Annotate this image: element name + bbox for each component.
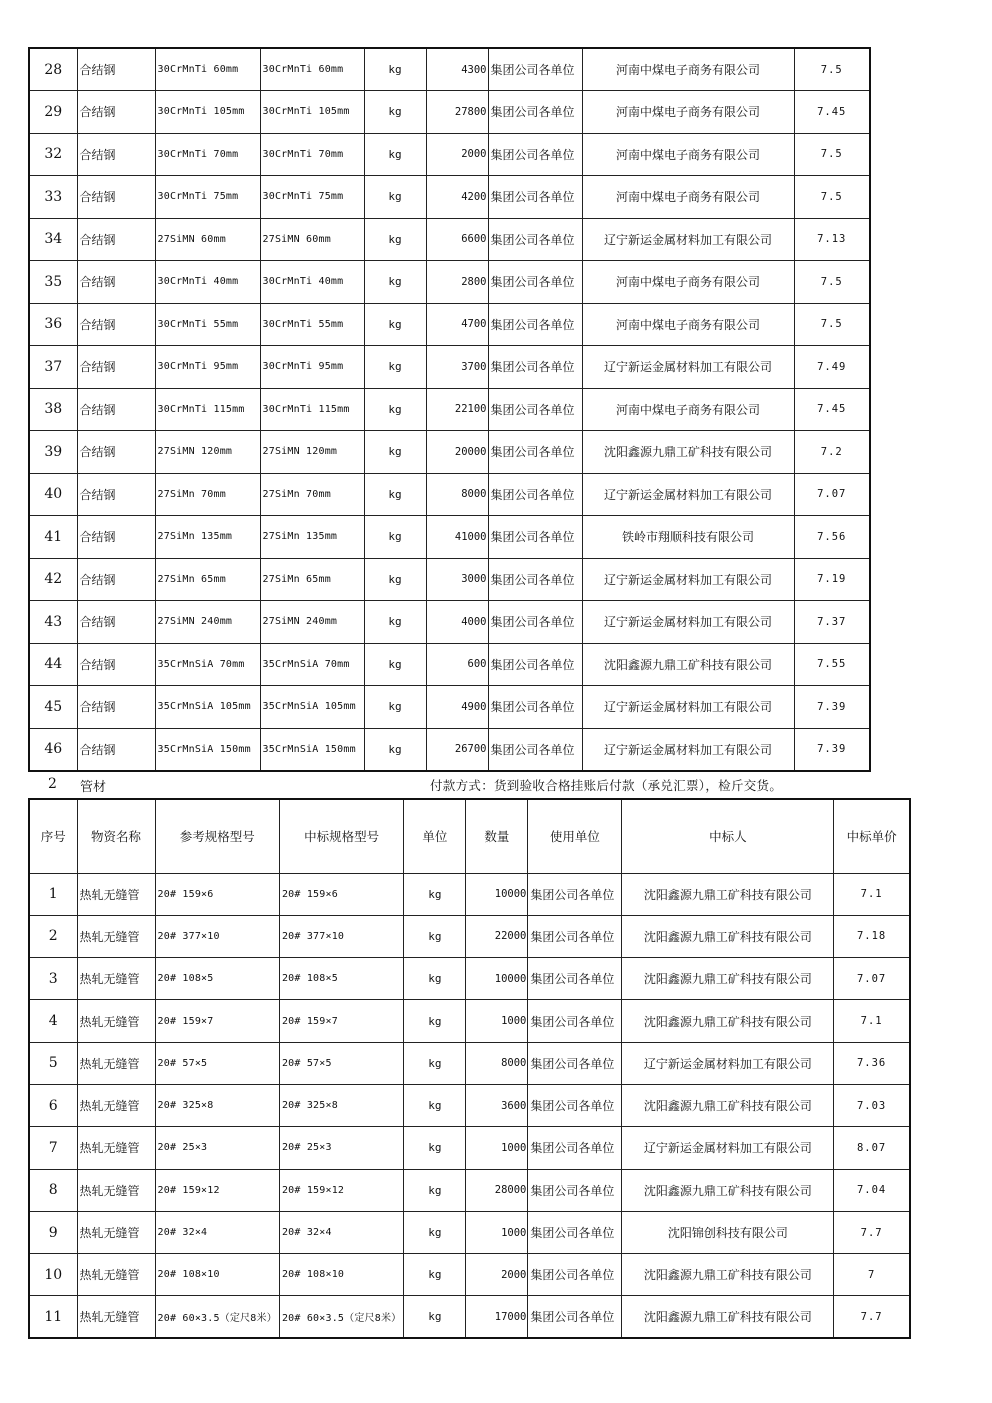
cell-user: 集团公司各单位 xyxy=(528,1084,622,1126)
cell-qty: 8000 xyxy=(466,1042,528,1084)
cell-winner: 沈阳鑫源九鼎工矿科技有限公司 xyxy=(622,915,834,957)
cell-name: 合结钢 xyxy=(77,431,155,474)
cell-name: 热轧无缝管 xyxy=(77,1254,155,1296)
cell-bid-spec: 20# 108×5 xyxy=(279,958,403,1000)
cell-user: 集团公司各单位 xyxy=(488,686,582,729)
cell-price: 7.5 xyxy=(794,133,870,176)
cell-user: 集团公司各单位 xyxy=(528,1296,622,1338)
cell-price: 7.36 xyxy=(834,1042,910,1084)
cell-no: 46 xyxy=(29,728,77,771)
cell-name: 热轧无缝管 xyxy=(77,915,155,957)
cell-user: 集团公司各单位 xyxy=(528,958,622,1000)
cell-winner: 沈阳鑫源九鼎工矿科技有限公司 xyxy=(622,1084,834,1126)
cell-ref-spec: 20# 25×3 xyxy=(155,1127,279,1169)
cell-no: 3 xyxy=(29,958,77,1000)
cell-name: 热轧无缝管 xyxy=(77,1042,155,1084)
cell-winner: 辽宁新运金属材料加工有限公司 xyxy=(622,1042,834,1084)
cell-winner: 沈阳鑫源九鼎工矿科技有限公司 xyxy=(622,1254,834,1296)
cell-no: 2 xyxy=(29,915,77,957)
cell-qty: 6600 xyxy=(426,218,488,261)
cell-winner: 沈阳锦创科技有限公司 xyxy=(622,1211,834,1253)
header-unit: 单位 xyxy=(404,799,466,873)
table-row xyxy=(29,91,870,134)
cell-bid-spec: 30CrMnTi 105mm xyxy=(260,91,364,134)
cell-user: 集团公司各单位 xyxy=(528,1000,622,1042)
table-row xyxy=(29,303,870,346)
section-number: 2 xyxy=(48,776,57,792)
cell-no: 36 xyxy=(29,303,77,346)
cell-price: 7.5 xyxy=(794,261,870,304)
table-row xyxy=(29,48,870,91)
cell-unit: kg xyxy=(364,473,426,516)
cell-ref-spec: 30CrMnTi 95mm xyxy=(155,346,260,389)
cell-user: 集团公司各单位 xyxy=(488,303,582,346)
cell-name: 合结钢 xyxy=(77,601,155,644)
cell-user: 集团公司各单位 xyxy=(528,1127,622,1169)
table-row xyxy=(29,1254,910,1296)
cell-qty: 4300 xyxy=(426,48,488,91)
cell-no: 40 xyxy=(29,473,77,516)
cell-no: 28 xyxy=(29,48,77,91)
cell-winner: 河南中煤电子商务有限公司 xyxy=(582,388,794,431)
cell-ref-spec: 30CrMnTi 60mm xyxy=(155,48,260,91)
table-row xyxy=(29,958,910,1000)
cell-ref-spec: 27SiMn 70mm xyxy=(155,473,260,516)
cell-price: 7.7 xyxy=(834,1211,910,1253)
cell-qty: 28000 xyxy=(466,1169,528,1211)
cell-price: 7.37 xyxy=(794,601,870,644)
cell-unit: kg xyxy=(364,601,426,644)
cell-winner: 沈阳鑫源九鼎工矿科技有限公司 xyxy=(622,1000,834,1042)
cell-name: 合结钢 xyxy=(77,261,155,304)
cell-name: 合结钢 xyxy=(77,48,155,91)
cell-ref-spec: 27SiMn 135mm xyxy=(155,516,260,559)
cell-winner: 沈阳鑫源九鼎工矿科技有限公司 xyxy=(622,958,834,1000)
table-row xyxy=(29,473,870,516)
cell-user: 集团公司各单位 xyxy=(528,1169,622,1211)
cell-winner: 辽宁新运金属材料加工有限公司 xyxy=(582,473,794,516)
cell-ref-spec: 20# 32×4 xyxy=(155,1211,279,1253)
cell-ref-spec: 27SiMN 240mm xyxy=(155,601,260,644)
cell-no: 8 xyxy=(29,1169,77,1211)
cell-winner: 辽宁新运金属材料加工有限公司 xyxy=(582,218,794,261)
cell-qty: 2000 xyxy=(466,1254,528,1296)
cell-winner: 沈阳鑫源九鼎工矿科技有限公司 xyxy=(622,873,834,915)
header-winner: 中标人 xyxy=(622,799,834,873)
cell-name: 合结钢 xyxy=(77,91,155,134)
cell-price: 7.5 xyxy=(794,48,870,91)
cell-price: 7.56 xyxy=(794,516,870,559)
header-price: 中标单价 xyxy=(834,799,910,873)
cell-name: 合结钢 xyxy=(77,133,155,176)
cell-user: 集团公司各单位 xyxy=(488,516,582,559)
cell-bid-spec: 27SiMN 240mm xyxy=(260,601,364,644)
cell-unit: kg xyxy=(404,1127,466,1169)
cell-price: 7 xyxy=(834,1254,910,1296)
cell-ref-spec: 20# 325×8 xyxy=(155,1084,279,1126)
cell-unit: kg xyxy=(364,728,426,771)
cell-ref-spec: 20# 377×10 xyxy=(155,915,279,957)
cell-bid-spec: 27SiMN 60mm xyxy=(260,218,364,261)
cell-price: 7.45 xyxy=(794,91,870,134)
cell-no: 5 xyxy=(29,1042,77,1084)
cell-bid-spec: 30CrMnTi 75mm xyxy=(260,176,364,219)
table-row xyxy=(29,1127,910,1169)
cell-no: 32 xyxy=(29,133,77,176)
cell-price: 7.39 xyxy=(794,728,870,771)
table-row xyxy=(29,1211,910,1253)
cell-no: 10 xyxy=(29,1254,77,1296)
cell-name: 热轧无缝管 xyxy=(77,1127,155,1169)
cell-ref-spec: 20# 159×6 xyxy=(155,873,279,915)
cell-ref-spec: 27SiMN 120mm xyxy=(155,431,260,474)
cell-user: 集团公司各单位 xyxy=(488,558,582,601)
header-user: 使用单位 xyxy=(528,799,622,873)
cell-winner: 河南中煤电子商务有限公司 xyxy=(582,133,794,176)
cell-qty: 4000 xyxy=(426,601,488,644)
cell-qty: 4900 xyxy=(426,686,488,729)
section-title: 管材 xyxy=(80,780,107,795)
cell-ref-spec: 20# 60×3.5（定尺8米） xyxy=(155,1296,279,1338)
cell-user: 集团公司各单位 xyxy=(488,601,582,644)
table-row xyxy=(29,601,870,644)
cell-name: 热轧无缝管 xyxy=(77,1000,155,1042)
cell-unit: kg xyxy=(404,873,466,915)
cell-user: 集团公司各单位 xyxy=(488,48,582,91)
table-row xyxy=(29,346,870,389)
cell-price: 7.1 xyxy=(834,873,910,915)
cell-bid-spec: 35CrMnSiA 105mm xyxy=(260,686,364,729)
cell-unit: kg xyxy=(404,1000,466,1042)
cell-no: 9 xyxy=(29,1211,77,1253)
cell-no: 39 xyxy=(29,431,77,474)
cell-unit: kg xyxy=(364,176,426,219)
table-row xyxy=(29,1296,910,1338)
cell-unit: kg xyxy=(364,218,426,261)
cell-price: 7.5 xyxy=(794,303,870,346)
payment-note: 付款方式：货到验收合格挂账后付款（承兑汇票），检斤交货。 xyxy=(430,778,783,793)
cell-winner: 辽宁新运金属材料加工有限公司 xyxy=(582,346,794,389)
cell-price: 7.13 xyxy=(794,218,870,261)
cell-bid-spec: 20# 159×7 xyxy=(279,1000,403,1042)
cell-user: 集团公司各单位 xyxy=(488,133,582,176)
cell-bid-spec: 20# 32×4 xyxy=(279,1211,403,1253)
cell-winner: 沈阳鑫源九鼎工矿科技有限公司 xyxy=(622,1169,834,1211)
cell-ref-spec: 27SiMN 60mm xyxy=(155,218,260,261)
cell-price: 7.07 xyxy=(794,473,870,516)
cell-ref-spec: 20# 159×7 xyxy=(155,1000,279,1042)
cell-unit: kg xyxy=(364,558,426,601)
cell-name: 合结钢 xyxy=(77,346,155,389)
cell-qty: 1000 xyxy=(466,1000,528,1042)
cell-unit: kg xyxy=(404,1084,466,1126)
cell-no: 11 xyxy=(29,1296,77,1338)
cell-bid-spec: 20# 60×3.5（定尺8米） xyxy=(279,1296,403,1338)
cell-name: 热轧无缝管 xyxy=(77,958,155,1000)
header-no: 序号 xyxy=(29,799,77,873)
cell-ref-spec: 30CrMnTi 55mm xyxy=(155,303,260,346)
cell-qty: 26700 xyxy=(426,728,488,771)
cell-price: 7.7 xyxy=(834,1296,910,1338)
cell-user: 集团公司各单位 xyxy=(488,431,582,474)
cell-winner: 铁岭市翔顺科技有限公司 xyxy=(582,516,794,559)
cell-name: 合结钢 xyxy=(77,176,155,219)
cell-unit: kg xyxy=(364,48,426,91)
table-row xyxy=(29,873,910,915)
cell-qty: 8000 xyxy=(426,473,488,516)
cell-winner: 沈阳鑫源九鼎工矿科技有限公司 xyxy=(582,431,794,474)
cell-no: 41 xyxy=(29,516,77,559)
cell-no: 42 xyxy=(29,558,77,601)
cell-name: 合结钢 xyxy=(77,303,155,346)
cell-price: 7.1 xyxy=(834,1000,910,1042)
cell-user: 集团公司各单位 xyxy=(528,915,622,957)
cell-bid-spec: 27SiMn 135mm xyxy=(260,516,364,559)
cell-qty: 10000 xyxy=(466,873,528,915)
table-row xyxy=(29,1084,910,1126)
cell-ref-spec: 30CrMnTi 70mm xyxy=(155,133,260,176)
header-bid-spec: 中标规格型号 xyxy=(279,799,403,873)
cell-price: 7.49 xyxy=(794,346,870,389)
table-row xyxy=(29,1169,910,1211)
cell-name: 合结钢 xyxy=(77,643,155,686)
cell-user: 集团公司各单位 xyxy=(488,728,582,771)
cell-ref-spec: 20# 108×5 xyxy=(155,958,279,1000)
cell-winner: 河南中煤电子商务有限公司 xyxy=(582,48,794,91)
header-name: 物资名称 xyxy=(77,799,155,873)
table-row xyxy=(29,218,870,261)
cell-no: 37 xyxy=(29,346,77,389)
cell-qty: 20000 xyxy=(426,431,488,474)
cell-ref-spec: 30CrMnTi 105mm xyxy=(155,91,260,134)
cell-price: 7.07 xyxy=(834,958,910,1000)
cell-price: 7.45 xyxy=(794,388,870,431)
cell-no: 34 xyxy=(29,218,77,261)
cell-user: 集团公司各单位 xyxy=(528,1042,622,1084)
cell-qty: 1000 xyxy=(466,1211,528,1253)
cell-bid-spec: 30CrMnTi 40mm xyxy=(260,261,364,304)
cell-qty: 22000 xyxy=(466,915,528,957)
cell-unit: kg xyxy=(364,346,426,389)
cell-bid-spec: 20# 159×6 xyxy=(279,873,403,915)
table-row xyxy=(29,558,870,601)
cell-qty: 1000 xyxy=(466,1127,528,1169)
cell-qty: 17000 xyxy=(466,1296,528,1338)
cell-bid-spec: 27SiMn 70mm xyxy=(260,473,364,516)
cell-winner: 河南中煤电子商务有限公司 xyxy=(582,303,794,346)
cell-unit: kg xyxy=(404,1296,466,1338)
cell-ref-spec: 20# 159×12 xyxy=(155,1169,279,1211)
cell-price: 7.2 xyxy=(794,431,870,474)
cell-name: 热轧无缝管 xyxy=(77,1084,155,1126)
cell-name: 合结钢 xyxy=(77,686,155,729)
steel-bid-table xyxy=(28,47,871,772)
cell-bid-spec: 20# 325×8 xyxy=(279,1084,403,1126)
cell-price: 8.07 xyxy=(834,1127,910,1169)
cell-user: 集团公司各单位 xyxy=(488,218,582,261)
header-ref-spec: 参考规格型号 xyxy=(155,799,279,873)
cell-name: 热轧无缝管 xyxy=(77,1296,155,1338)
cell-price: 7.5 xyxy=(794,176,870,219)
cell-unit: kg xyxy=(364,686,426,729)
cell-qty: 600 xyxy=(426,643,488,686)
cell-winner: 河南中煤电子商务有限公司 xyxy=(582,91,794,134)
cell-qty: 3600 xyxy=(466,1084,528,1126)
cell-name: 合结钢 xyxy=(77,388,155,431)
cell-no: 7 xyxy=(29,1127,77,1169)
cell-ref-spec: 30CrMnTi 75mm xyxy=(155,176,260,219)
cell-unit: kg xyxy=(364,643,426,686)
table-header-row xyxy=(29,799,910,873)
pipe-bid-table xyxy=(28,798,911,1339)
cell-name: 热轧无缝管 xyxy=(77,1211,155,1253)
table-row xyxy=(29,728,870,771)
cell-user: 集团公司各单位 xyxy=(488,176,582,219)
cell-name: 合结钢 xyxy=(77,728,155,771)
table-row xyxy=(29,686,870,729)
cell-ref-spec: 30CrMnTi 40mm xyxy=(155,261,260,304)
table-row xyxy=(29,516,870,559)
cell-bid-spec: 30CrMnTi 60mm xyxy=(260,48,364,91)
cell-bid-spec: 20# 159×12 xyxy=(279,1169,403,1211)
table-row xyxy=(29,261,870,304)
cell-unit: kg xyxy=(364,516,426,559)
cell-qty: 2800 xyxy=(426,261,488,304)
cell-user: 集团公司各单位 xyxy=(528,1254,622,1296)
cell-winner: 辽宁新运金属材料加工有限公司 xyxy=(582,558,794,601)
cell-unit: kg xyxy=(364,431,426,474)
cell-user: 集团公司各单位 xyxy=(528,1211,622,1253)
cell-winner: 沈阳鑫源九鼎工矿科技有限公司 xyxy=(582,643,794,686)
cell-no: 43 xyxy=(29,601,77,644)
cell-qty: 4700 xyxy=(426,303,488,346)
cell-name: 合结钢 xyxy=(77,516,155,559)
cell-no: 6 xyxy=(29,1084,77,1126)
cell-bid-spec: 30CrMnTi 95mm xyxy=(260,346,364,389)
cell-bid-spec: 35CrMnSiA 70mm xyxy=(260,643,364,686)
cell-no: 1 xyxy=(29,873,77,915)
cell-winner: 河南中煤电子商务有限公司 xyxy=(582,261,794,304)
cell-ref-spec: 30CrMnTi 115mm xyxy=(155,388,260,431)
cell-bid-spec: 27SiMn 65mm xyxy=(260,558,364,601)
cell-no: 35 xyxy=(29,261,77,304)
cell-bid-spec: 30CrMnTi 70mm xyxy=(260,133,364,176)
cell-unit: kg xyxy=(404,915,466,957)
cell-user: 集团公司各单位 xyxy=(488,91,582,134)
cell-qty: 22100 xyxy=(426,388,488,431)
cell-unit: kg xyxy=(404,1211,466,1253)
cell-bid-spec: 20# 377×10 xyxy=(279,915,403,957)
cell-bid-spec: 30CrMnTi 55mm xyxy=(260,303,364,346)
cell-no: 44 xyxy=(29,643,77,686)
cell-bid-spec: 27SiMN 120mm xyxy=(260,431,364,474)
cell-no: 29 xyxy=(29,91,77,134)
cell-unit: kg xyxy=(364,261,426,304)
cell-unit: kg xyxy=(364,91,426,134)
cell-user: 集团公司各单位 xyxy=(528,873,622,915)
cell-name: 合结钢 xyxy=(77,218,155,261)
cell-qty: 4200 xyxy=(426,176,488,219)
cell-price: 7.03 xyxy=(834,1084,910,1126)
table-row xyxy=(29,388,870,431)
cell-winner: 辽宁新运金属材料加工有限公司 xyxy=(622,1127,834,1169)
cell-bid-spec: 20# 108×10 xyxy=(279,1254,403,1296)
cell-price: 7.19 xyxy=(794,558,870,601)
cell-user: 集团公司各单位 xyxy=(488,346,582,389)
cell-unit: kg xyxy=(364,388,426,431)
cell-unit: kg xyxy=(404,1042,466,1084)
cell-price: 7.04 xyxy=(834,1169,910,1211)
cell-no: 4 xyxy=(29,1000,77,1042)
cell-winner: 辽宁新运金属材料加工有限公司 xyxy=(582,601,794,644)
cell-ref-spec: 35CrMnSiA 150mm xyxy=(155,728,260,771)
table-row xyxy=(29,915,910,957)
cell-name: 热轧无缝管 xyxy=(77,1169,155,1211)
cell-no: 45 xyxy=(29,686,77,729)
cell-name: 合结钢 xyxy=(77,473,155,516)
table-row xyxy=(29,643,870,686)
cell-no: 33 xyxy=(29,176,77,219)
cell-user: 集团公司各单位 xyxy=(488,388,582,431)
cell-unit: kg xyxy=(404,1254,466,1296)
table-row xyxy=(29,133,870,176)
cell-ref-spec: 27SiMn 65mm xyxy=(155,558,260,601)
cell-bid-spec: 20# 57×5 xyxy=(279,1042,403,1084)
cell-qty: 41000 xyxy=(426,516,488,559)
table-row xyxy=(29,1000,910,1042)
cell-qty: 3700 xyxy=(426,346,488,389)
cell-unit: kg xyxy=(404,958,466,1000)
cell-user: 集团公司各单位 xyxy=(488,473,582,516)
cell-unit: kg xyxy=(404,1169,466,1211)
cell-winner: 辽宁新运金属材料加工有限公司 xyxy=(582,686,794,729)
cell-user: 集团公司各单位 xyxy=(488,261,582,304)
cell-price: 7.18 xyxy=(834,915,910,957)
cell-price: 7.55 xyxy=(794,643,870,686)
cell-ref-spec: 35CrMnSiA 70mm xyxy=(155,643,260,686)
cell-ref-spec: 20# 108×10 xyxy=(155,1254,279,1296)
cell-name: 热轧无缝管 xyxy=(77,873,155,915)
cell-price: 7.39 xyxy=(794,686,870,729)
table-row xyxy=(29,176,870,219)
header-qty: 数量 xyxy=(466,799,528,873)
table-row xyxy=(29,1042,910,1084)
cell-no: 38 xyxy=(29,388,77,431)
cell-bid-spec: 35CrMnSiA 150mm xyxy=(260,728,364,771)
cell-winner: 河南中煤电子商务有限公司 xyxy=(582,176,794,219)
cell-qty: 3000 xyxy=(426,558,488,601)
cell-qty: 2000 xyxy=(426,133,488,176)
cell-winner: 沈阳鑫源九鼎工矿科技有限公司 xyxy=(622,1296,834,1338)
cell-bid-spec: 20# 25×3 xyxy=(279,1127,403,1169)
cell-ref-spec: 20# 57×5 xyxy=(155,1042,279,1084)
cell-bid-spec: 30CrMnTi 115mm xyxy=(260,388,364,431)
cell-unit: kg xyxy=(364,303,426,346)
cell-qty: 10000 xyxy=(466,958,528,1000)
cell-winner: 辽宁新运金属材料加工有限公司 xyxy=(582,728,794,771)
cell-qty: 27800 xyxy=(426,91,488,134)
cell-ref-spec: 35CrMnSiA 105mm xyxy=(155,686,260,729)
cell-name: 合结钢 xyxy=(77,558,155,601)
cell-unit: kg xyxy=(364,133,426,176)
cell-user: 集团公司各单位 xyxy=(488,643,582,686)
table-row xyxy=(29,431,870,474)
